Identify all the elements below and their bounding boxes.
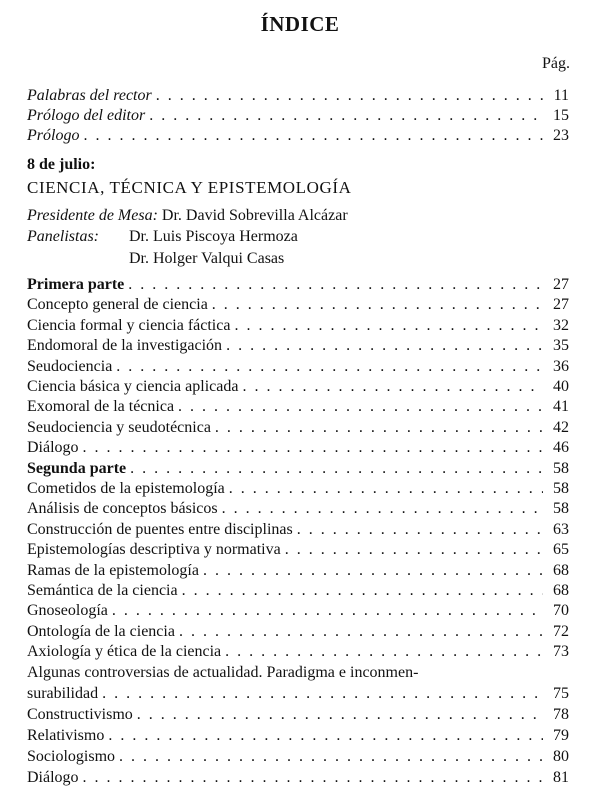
toc-entry-page: 40	[553, 378, 569, 395]
toc-entry-label: Gnoseología	[27, 602, 108, 620]
dot-leader	[102, 684, 543, 704]
dot-leader	[83, 126, 543, 146]
toc-entry-label: Diálogo	[27, 439, 79, 457]
dot-leader	[83, 438, 543, 458]
toc-entry	[27, 418, 569, 438]
toc-entry-page: 27	[553, 276, 569, 293]
toc-entry	[27, 459, 569, 479]
president-role: Presidente de Mesa:	[27, 207, 158, 224]
dot-leader	[215, 418, 543, 438]
toc-entry	[27, 106, 569, 126]
toc-entry-label: Ciencia formal y ciencia fáctica	[27, 316, 231, 334]
toc-entry-label: Ontología de la ciencia	[27, 622, 175, 640]
toc-entry-page: 63	[553, 520, 569, 538]
dot-leader	[178, 397, 543, 417]
toc-entry-page: 27	[553, 296, 569, 314]
dot-leader	[226, 336, 543, 356]
toc-entry-label: Epistemologías descriptiva y normativa	[27, 541, 281, 559]
page-title: ÍNDICE	[260, 12, 340, 36]
session-date: 8 de julio:	[27, 156, 96, 173]
toc-entry	[27, 768, 569, 788]
dot-leader	[112, 601, 543, 621]
president-line	[27, 206, 348, 226]
dot-leader	[225, 642, 543, 662]
toc-entry-label: surabilidad	[27, 685, 99, 702]
toc-entry-page: 65	[553, 541, 569, 559]
panelists-role: Panelistas:	[27, 228, 99, 245]
toc-entry-page: 46	[553, 439, 569, 457]
toc-entry-page: 41	[553, 398, 569, 416]
session-heading: CIENCIA, TÉCNICA Y EPISTEMOLOGÍA	[27, 178, 352, 197]
toc-entry-page: 68	[553, 561, 569, 579]
toc-entry	[27, 726, 569, 746]
dot-leader	[229, 479, 543, 499]
toc-entry-page: 11	[553, 87, 569, 104]
toc-entry	[27, 705, 569, 725]
toc-entry	[27, 561, 569, 581]
toc-entry	[27, 684, 569, 704]
toc-entry-page: 68	[553, 582, 569, 599]
toc-entry-page: 42	[553, 418, 569, 436]
toc-entry-page: 58	[553, 500, 569, 518]
toc-entry	[27, 622, 569, 642]
toc-entry-page: 58	[553, 480, 569, 497]
toc-entry-label: Prólogo	[27, 127, 80, 144]
toc-entry-label: Ramas de la epistemología	[27, 561, 199, 579]
toc-entry-page: 75	[553, 685, 569, 702]
toc-entry	[27, 126, 569, 146]
toc-entry	[27, 336, 569, 356]
toc-entry-page: 32	[553, 316, 569, 334]
dot-leader	[203, 561, 543, 581]
toc-entry-page: 23	[553, 127, 569, 144]
dot-leader	[212, 295, 543, 315]
toc-entry	[27, 499, 569, 519]
toc-entry-page: 73	[553, 643, 569, 661]
toc-entry-label: Concepto general de ciencia	[27, 296, 208, 314]
dot-leader	[234, 316, 543, 336]
toc-entry-label: Relativismo	[27, 727, 105, 744]
dot-leader	[137, 705, 543, 725]
toc-entry-page: 78	[553, 706, 569, 723]
dot-leader	[156, 86, 543, 106]
toc-entry-label: Cometidos de la epistemología	[27, 480, 225, 497]
dot-leader	[108, 726, 543, 746]
dot-leader	[222, 499, 543, 519]
panelist-name: Dr. Luis Piscoya Hermoza	[129, 228, 298, 245]
toc-entry-page: 35	[553, 337, 569, 355]
toc-entry-page: 58	[553, 459, 569, 477]
toc-entry-page: 72	[553, 622, 569, 640]
dot-leader	[83, 768, 543, 788]
toc-entry	[27, 438, 569, 458]
toc-entry-page: 15	[553, 107, 569, 124]
toc-entry	[27, 642, 569, 662]
toc-entry-label: Semántica de la ciencia	[27, 582, 178, 599]
toc-entry-long-line1: Algunas controversias de actualidad. Paradigma e inconmen-	[27, 664, 419, 681]
toc-entry	[27, 295, 569, 315]
toc-entry-label: Axiología y ética de la ciencia	[27, 643, 222, 661]
toc-entry	[27, 377, 569, 397]
president-name: Dr. David Sobrevilla Alcázar	[161, 207, 348, 224]
panelist-name: Dr. Holger Valqui Casas	[129, 250, 285, 267]
dot-leader	[130, 459, 543, 479]
toc-entry-label: Primera parte	[27, 276, 125, 293]
toc-entry-label: Endomoral de la investigación	[27, 337, 223, 355]
dot-leader	[285, 540, 543, 560]
toc-entry	[27, 520, 569, 540]
toc-entry-label: Seudociencia	[27, 357, 113, 375]
toc-entry	[27, 86, 569, 106]
toc-entry	[27, 479, 569, 499]
toc-entry-page: 79	[553, 727, 569, 744]
toc-entry-page: 70	[553, 602, 569, 620]
dot-leader	[242, 377, 543, 397]
toc-entry-label: Diálogo	[27, 769, 79, 786]
toc-entry	[27, 357, 569, 377]
toc-entry	[27, 316, 569, 336]
dot-leader	[116, 357, 543, 377]
dot-leader	[119, 747, 543, 767]
dot-leader	[149, 106, 543, 126]
dot-leader	[297, 520, 543, 540]
dot-leader	[128, 275, 543, 295]
toc-entry-label: Construcción de puentes entre disciplinas	[27, 520, 293, 538]
toc-entry	[27, 397, 569, 417]
toc-entry-label: Sociologismo	[27, 748, 116, 765]
toc-entry	[27, 747, 569, 767]
toc-entry	[27, 581, 569, 601]
toc-entry-page: 81	[553, 769, 569, 786]
toc-entry-page: 36	[553, 357, 569, 375]
toc-entry-label: Exomoral de la técnica	[27, 398, 175, 416]
toc-entry-label: Palabras del rector	[27, 87, 152, 104]
toc-entry-label: Ciencia básica y ciencia aplicada	[27, 378, 239, 395]
dot-leader	[179, 622, 543, 642]
toc-entry-label: Análisis de conceptos básicos	[27, 500, 218, 518]
toc-entry-label: Constructivismo	[27, 706, 133, 723]
page-column-label: Pág.	[542, 55, 570, 72]
panelists-line	[27, 227, 298, 247]
toc-entry-label: Seudociencia y seudotécnica	[27, 418, 211, 436]
toc-entry	[27, 275, 569, 295]
toc-entry	[27, 540, 569, 560]
toc-entry-page: 80	[553, 748, 569, 765]
toc-entry	[27, 601, 569, 621]
dot-leader	[182, 581, 543, 601]
toc-entry-label: Prólogo del editor	[27, 107, 146, 124]
toc-entry-label: Segunda parte	[27, 459, 127, 477]
